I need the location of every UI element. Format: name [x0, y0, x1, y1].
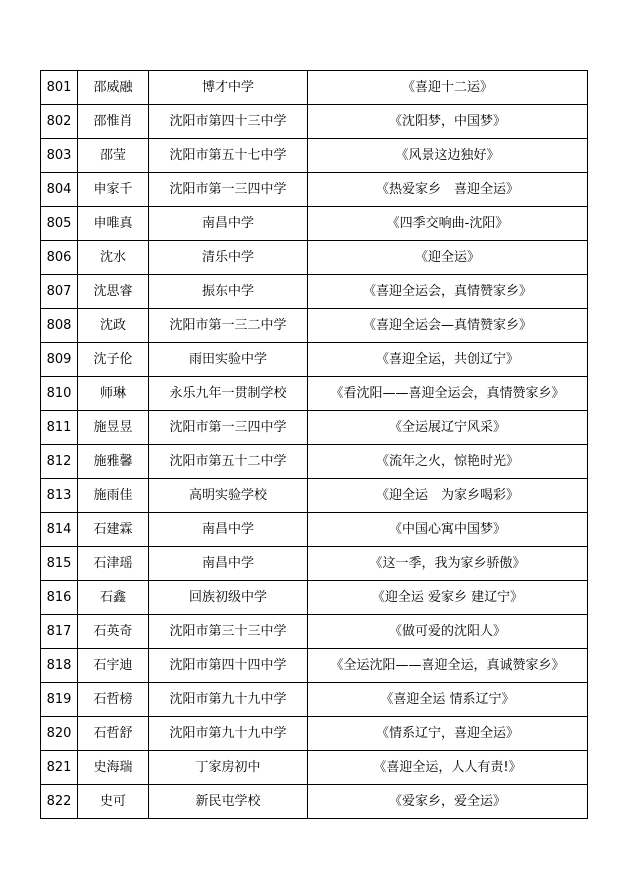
student-name: 沈政	[78, 309, 149, 343]
work-title: 《喜迎全运 情系辽宁》	[308, 683, 588, 717]
entry-number: 807	[41, 275, 78, 309]
work-title: 《爱家乡，爱全运》	[308, 785, 588, 819]
entry-number: 802	[41, 105, 78, 139]
work-title: 《迎全运 为家乡喝彩》	[308, 479, 588, 513]
work-title: 《热爱家乡 喜迎全运》	[308, 173, 588, 207]
table-row	[41, 207, 588, 241]
school-name: 清乐中学	[149, 241, 308, 275]
table-row	[41, 309, 588, 343]
table-row	[41, 785, 588, 819]
entry-table	[40, 70, 588, 819]
student-name: 邵惟肖	[78, 105, 149, 139]
table-row	[41, 241, 588, 275]
work-title: 《中国心寓中国梦》	[308, 513, 588, 547]
school-name: 沈阳市第一三四中学	[149, 173, 308, 207]
table-row	[41, 717, 588, 751]
school-name: 沈阳市第九十九中学	[149, 717, 308, 751]
school-name: 沈阳市第九十九中学	[149, 683, 308, 717]
student-name: 师琳	[78, 377, 149, 411]
school-name: 高明实验学校	[149, 479, 308, 513]
entry-number: 810	[41, 377, 78, 411]
student-name: 石宇迪	[78, 649, 149, 683]
student-name: 石津瑶	[78, 547, 149, 581]
work-title: 《情系辽宁，喜迎全运》	[308, 717, 588, 751]
entry-table-body	[41, 71, 588, 819]
entry-number: 817	[41, 615, 78, 649]
entry-number: 815	[41, 547, 78, 581]
entry-number: 804	[41, 173, 78, 207]
school-name: 新民屯学校	[149, 785, 308, 819]
school-name: 南昌中学	[149, 207, 308, 241]
table-row	[41, 275, 588, 309]
work-title: 《流年之火，惊艳时光》	[308, 445, 588, 479]
entry-number: 806	[41, 241, 78, 275]
student-name: 施雨佳	[78, 479, 149, 513]
school-name: 沈阳市第四十四中学	[149, 649, 308, 683]
student-name: 施昱昱	[78, 411, 149, 445]
table-row	[41, 377, 588, 411]
student-name: 石鑫	[78, 581, 149, 615]
work-title: 《迎全运》	[308, 241, 588, 275]
entry-number: 805	[41, 207, 78, 241]
work-title: 《喜迎全运，人人有责!》	[308, 751, 588, 785]
table-row	[41, 513, 588, 547]
table-row	[41, 343, 588, 377]
table-row	[41, 105, 588, 139]
work-title: 《迎全运 爱家乡 建辽宁》	[308, 581, 588, 615]
table-row	[41, 173, 588, 207]
entry-number: 812	[41, 445, 78, 479]
entry-number: 822	[41, 785, 78, 819]
entry-number: 811	[41, 411, 78, 445]
work-title: 《喜迎全运会—真情赞家乡》	[308, 309, 588, 343]
work-title: 《看沈阳——喜迎全运会，真情赞家乡》	[308, 377, 588, 411]
school-name: 沈阳市第五十二中学	[149, 445, 308, 479]
student-name: 史可	[78, 785, 149, 819]
school-name: 沈阳市第一三二中学	[149, 309, 308, 343]
table-row	[41, 139, 588, 173]
student-name: 沈子伦	[78, 343, 149, 377]
entry-number: 813	[41, 479, 78, 513]
school-name: 南昌中学	[149, 513, 308, 547]
table-row	[41, 479, 588, 513]
entry-number: 818	[41, 649, 78, 683]
school-name: 丁家房初中	[149, 751, 308, 785]
student-name: 申家千	[78, 173, 149, 207]
work-title: 《喜迎十二运》	[308, 71, 588, 105]
entry-number: 816	[41, 581, 78, 615]
table-row	[41, 751, 588, 785]
school-name: 永乐九年一贯制学校	[149, 377, 308, 411]
school-name: 沈阳市第四十三中学	[149, 105, 308, 139]
work-title: 《做可爱的沈阳人》	[308, 615, 588, 649]
table-row	[41, 547, 588, 581]
student-name: 沈思睿	[78, 275, 149, 309]
table-row	[41, 445, 588, 479]
school-name: 回族初级中学	[149, 581, 308, 615]
student-name: 石建霖	[78, 513, 149, 547]
entry-number: 820	[41, 717, 78, 751]
school-name: 沈阳市第三十三中学	[149, 615, 308, 649]
school-name: 雨田实验中学	[149, 343, 308, 377]
entry-number: 808	[41, 309, 78, 343]
school-name: 沈阳市第五十七中学	[149, 139, 308, 173]
student-name: 施雅馨	[78, 445, 149, 479]
table-row	[41, 71, 588, 105]
work-title: 《风景这边独好》	[308, 139, 588, 173]
entry-number: 809	[41, 343, 78, 377]
work-title: 《喜迎全运会，真情赞家乡》	[308, 275, 588, 309]
table-row	[41, 649, 588, 683]
entry-number: 814	[41, 513, 78, 547]
work-title: 《沈阳梦，中国梦》	[308, 105, 588, 139]
student-name: 史海瑞	[78, 751, 149, 785]
student-name: 邵威融	[78, 71, 149, 105]
student-name: 沈水	[78, 241, 149, 275]
work-title: 《全运展辽宁风采》	[308, 411, 588, 445]
student-name: 申唯真	[78, 207, 149, 241]
entry-number: 821	[41, 751, 78, 785]
work-title: 《四季交响曲-沈阳》	[308, 207, 588, 241]
work-title: 《全运沈阳——喜迎全运，真诚赞家乡》	[308, 649, 588, 683]
school-name: 南昌中学	[149, 547, 308, 581]
school-name: 沈阳市第一三四中学	[149, 411, 308, 445]
table-row	[41, 683, 588, 717]
table-row	[41, 581, 588, 615]
entry-number: 803	[41, 139, 78, 173]
work-title: 《喜迎全运，共创辽宁》	[308, 343, 588, 377]
table-row	[41, 411, 588, 445]
school-name: 振东中学	[149, 275, 308, 309]
school-name: 博才中学	[149, 71, 308, 105]
student-name: 邵莹	[78, 139, 149, 173]
student-name: 石英奇	[78, 615, 149, 649]
student-name: 石哲舒	[78, 717, 149, 751]
student-name: 石哲榜	[78, 683, 149, 717]
entry-number: 819	[41, 683, 78, 717]
work-title: 《这一季，我为家乡骄傲》	[308, 547, 588, 581]
entry-number: 801	[41, 71, 78, 105]
table-row	[41, 615, 588, 649]
